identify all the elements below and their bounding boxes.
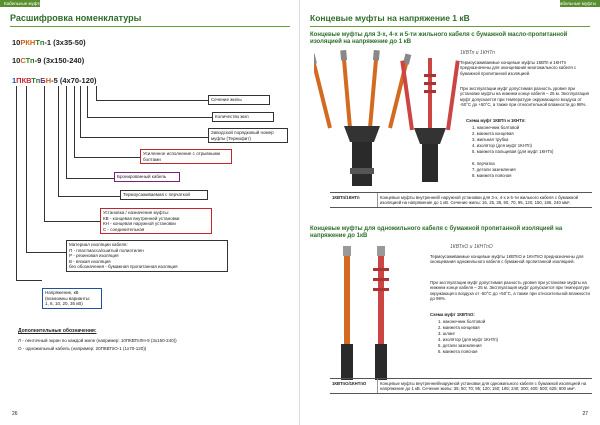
section1-list-8: 8. манжета поясная bbox=[472, 173, 512, 178]
right-title-underline bbox=[310, 26, 590, 27]
box-installation: Установка / назначение муфты: КВ - концевая внутренней установки КН - концевая наружной установки С - соединительная bbox=[100, 208, 212, 234]
code-example-1: 10РКНТп-1 (3x35-50) bbox=[12, 38, 86, 47]
singlecore-termination-image bbox=[320, 244, 410, 384]
box-section: Сечение жилы bbox=[208, 95, 270, 105]
section1-list-6: 6. перчатка bbox=[472, 161, 495, 166]
cable-core-3 bbox=[368, 50, 380, 128]
title-underline bbox=[10, 26, 290, 27]
section1-models: 1КВТп и 1КНТп bbox=[460, 50, 495, 56]
section2-list-5: 5. детали заземления bbox=[438, 343, 482, 348]
note-line-2: О - одножильный кабель (например: 20ПКВТпО-1 (1x70-120)) bbox=[18, 346, 147, 351]
right-title: Концевые муфты на напряжение 1 кВ bbox=[310, 13, 470, 23]
section2-p1: Термоусаживаемые концевые муфты 1КВТпО и 1КНТпО предназначены для оконцевания одножильного кабеля с бумажной пропитанной изоляцией. bbox=[430, 254, 584, 265]
cable-core-2 bbox=[340, 50, 352, 128]
section1-list-7: 7. детали заземления bbox=[472, 167, 516, 172]
right-page bbox=[300, 0, 600, 425]
section2-table-model: 1КВТпО/1КНТпО bbox=[330, 379, 378, 393]
section2-list-1: 1. наконечник болтовой bbox=[438, 319, 486, 324]
section1-table-desc: Концевые муфты внутренней/ наружной установки для 3-х, 4-х и 5-ти жильного кабеля с бумажной изоляцией на напряжение до 1 кВ. Сечение жилы: 16, 25, 35, 50, 70, 95, 120, 150, 185, 240 мм². bbox=[380, 195, 579, 205]
section1-list-5: 5. манжета пальцевая (для муфт 1КНТп) bbox=[472, 149, 554, 154]
section2-models: 1КВТпО и 1КНТпО bbox=[450, 244, 493, 250]
box-glove: Термоусаживаемая с перчаткой bbox=[120, 190, 208, 200]
header-text-left: Кабельные муфты bbox=[4, 1, 43, 6]
section1-p2: При эксплуатации муфт допустимая разность уровня при установке муфты на нижнем конце кабеля – 25 м. Эксплуатация муфт допускается при температуре окружающего воздуха от -50°С до +50°С, а также при относительной влажности до 98%. bbox=[460, 86, 589, 107]
box-armored: Бронированный кабель bbox=[114, 172, 180, 182]
section1-p1: Термоусаживаемые концевые муфты 1КВТп и 1КНТп предназначены для оконцевания многожильного кабеля с бумажной пропитанной изоляцией. bbox=[460, 60, 577, 76]
section1-list-2: 2. манжета концевая bbox=[472, 131, 514, 136]
section2-list-6: 6. манжета поясная bbox=[438, 349, 478, 354]
box-reinforced: Усиленное исполнение с отрывными болтами bbox=[140, 149, 232, 164]
code-example-3: 1ПКВТпБН-5 (4x70-120) bbox=[12, 76, 97, 85]
header-text-right: Кабельные муфты bbox=[557, 1, 596, 6]
page-number-right: 27 bbox=[582, 411, 588, 417]
section1-table-model: 1КВТп/1КНТп bbox=[330, 193, 378, 207]
page-number-left: 26 bbox=[12, 411, 18, 417]
cable-core-1 bbox=[314, 54, 332, 129]
section1-list-3: 3. жильная трубка bbox=[472, 137, 509, 142]
section1-scheme: Схема муфт 1КВТп и 1КНТп: bbox=[466, 118, 526, 123]
left-title: Расшифровка номенклатуры bbox=[10, 13, 142, 23]
section2-table-desc: Концевые муфты внутренней/наружной установки для одножильного кабеля с бумажной изоляцией на напряжение до 1 кВ. Сечение жилы: 35; 50; 70; 95; 120; 150; 185; 240; 300; 400; 500; 625; 800 мм². bbox=[380, 381, 587, 391]
box-insulation: Материал изоляции кабеля: П - пластмасса/сшитый полиэтилен Р - резиновая изоляция В - вязкая изоляция без обозначения - бумажная пропитанная изоляция bbox=[66, 240, 228, 272]
box-serial: Заводской порядковый номер муфты (Термофит) bbox=[208, 128, 288, 143]
multicore-termination-image bbox=[314, 50, 412, 190]
note-line-1: Л - ленточный экран по каждой жиле (например: 10ПКВТпЛН-9 (3x150-240)) bbox=[18, 338, 177, 343]
section2-scheme: Схема муфт 1КВТпО: bbox=[430, 312, 475, 317]
section1-table bbox=[330, 192, 592, 208]
section2-table bbox=[330, 378, 592, 394]
section2-list-2: 2. манжета концевая bbox=[438, 325, 480, 330]
multicore-outdoor-image bbox=[400, 54, 460, 184]
section1-list-4: 4. изолятор (для муфт 1КНТп) bbox=[472, 143, 532, 148]
box-voltage: Напряжение, кВ (возможны варианты: 1, 6, 10, 20, 35 кВ) bbox=[42, 288, 102, 309]
section1-subtitle: Концевые муфты для 3-х, 4-х и 5-ти жильного кабеля с бумажной масло-пропитанной изоляцией на напряжение до 1 кВ bbox=[310, 32, 568, 45]
section1-list-1: 1. наконечник болтовой bbox=[472, 125, 520, 130]
section2-p2: При эксплуатации муфт допустимая разность уровня при установке муфты на нижнем конце кабеля – 25 м. Эксплуатация муфт допускается при температуре окружающего воздуха от -50°С до +50°С, а также при относительной влажности до 98%. bbox=[430, 280, 590, 301]
section2-list-3: 3. шланг bbox=[438, 331, 456, 336]
section2-list-4: 4. изолятор (для муфт 1КНТп) bbox=[438, 337, 498, 342]
section2-subtitle: Концевые муфты для одножильного кабеля с бумажной пропитанной изоляцией на напряжение до 1кВ bbox=[310, 226, 563, 239]
notes-title: Дополнительные обозначения: bbox=[18, 328, 97, 334]
box-cores: Количество жил bbox=[212, 112, 274, 122]
code-example-2: 10СТп-9 (3x150-240) bbox=[12, 56, 85, 65]
